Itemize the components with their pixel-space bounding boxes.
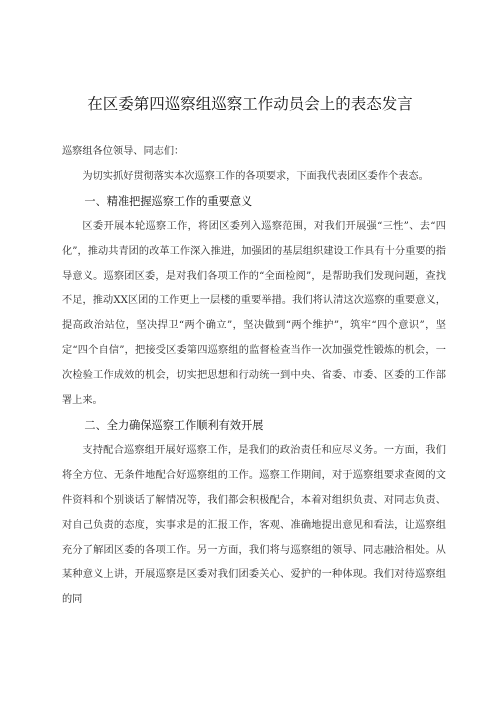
section-heading-1: 一、精准把握巡察工作的重要意义 (84, 194, 253, 208)
document-title: 在区委第四巡察组巡察工作动员会上的表态发言 (87, 95, 413, 113)
intro-paragraph: 为切实抓好贯彻落实本次巡察工作的各项要求，下面我代表团区委作个表态。 (82, 170, 429, 182)
section-paragraph-1: 区委开展本轮巡察工作，将团区委列入巡察范围，对我们开展强“三性”、去“四化”，推动共青团的改革工作深入推进，加强团的基层组织建设工作具有十分重要的指导意义。巡察团区委，是对我们各项工作的“全面检阅”，是帮助我们发现问题，查找不足，推动XX区团的工作更上一层楼的重要举措。我们将认清这次巡察的重要意义，提高政治站位，坚决捍卫“两个确立”，坚决做到“两个维护”，筑牢“四个意识”，坚定“四个自信”，把接受区委第四巡察组的监督检查当作一次加强党性锻炼的机会，一次检验工作成效的机会，切实把思想和行动统一到中央、省委、市委、区委的工作部署上来。 (62, 220, 446, 407)
document-body (62, 140, 446, 613)
section-paragraph-2: 支持配合巡察组开展好巡察工作，是我们的政治责任和应尽义务。一方面，我们将全方位、无条件地配合好巡察组的工作。巡察工作期间，对于巡察组要求查阅的文件资料和个别谈话了解情况等，我们都会积极配合，本着对组织负责、对同志负责、对自己负责的态度，实事求是的汇报工作，客观、准确地提出意见和看法，让巡察组充分了解团区委的各项工作。另一方面，我们将与巡察组的领导、同志融洽相处。从某种意义上讲，开展巡察是区委对我们团委关心、爱护的一种体现。我们对待巡察组的同 (62, 444, 446, 606)
section-heading-2: 二、全力确保巡察工作顺利有效开展 (84, 418, 264, 432)
salutation: 巡察组各位领导、同志们： (62, 146, 185, 157)
